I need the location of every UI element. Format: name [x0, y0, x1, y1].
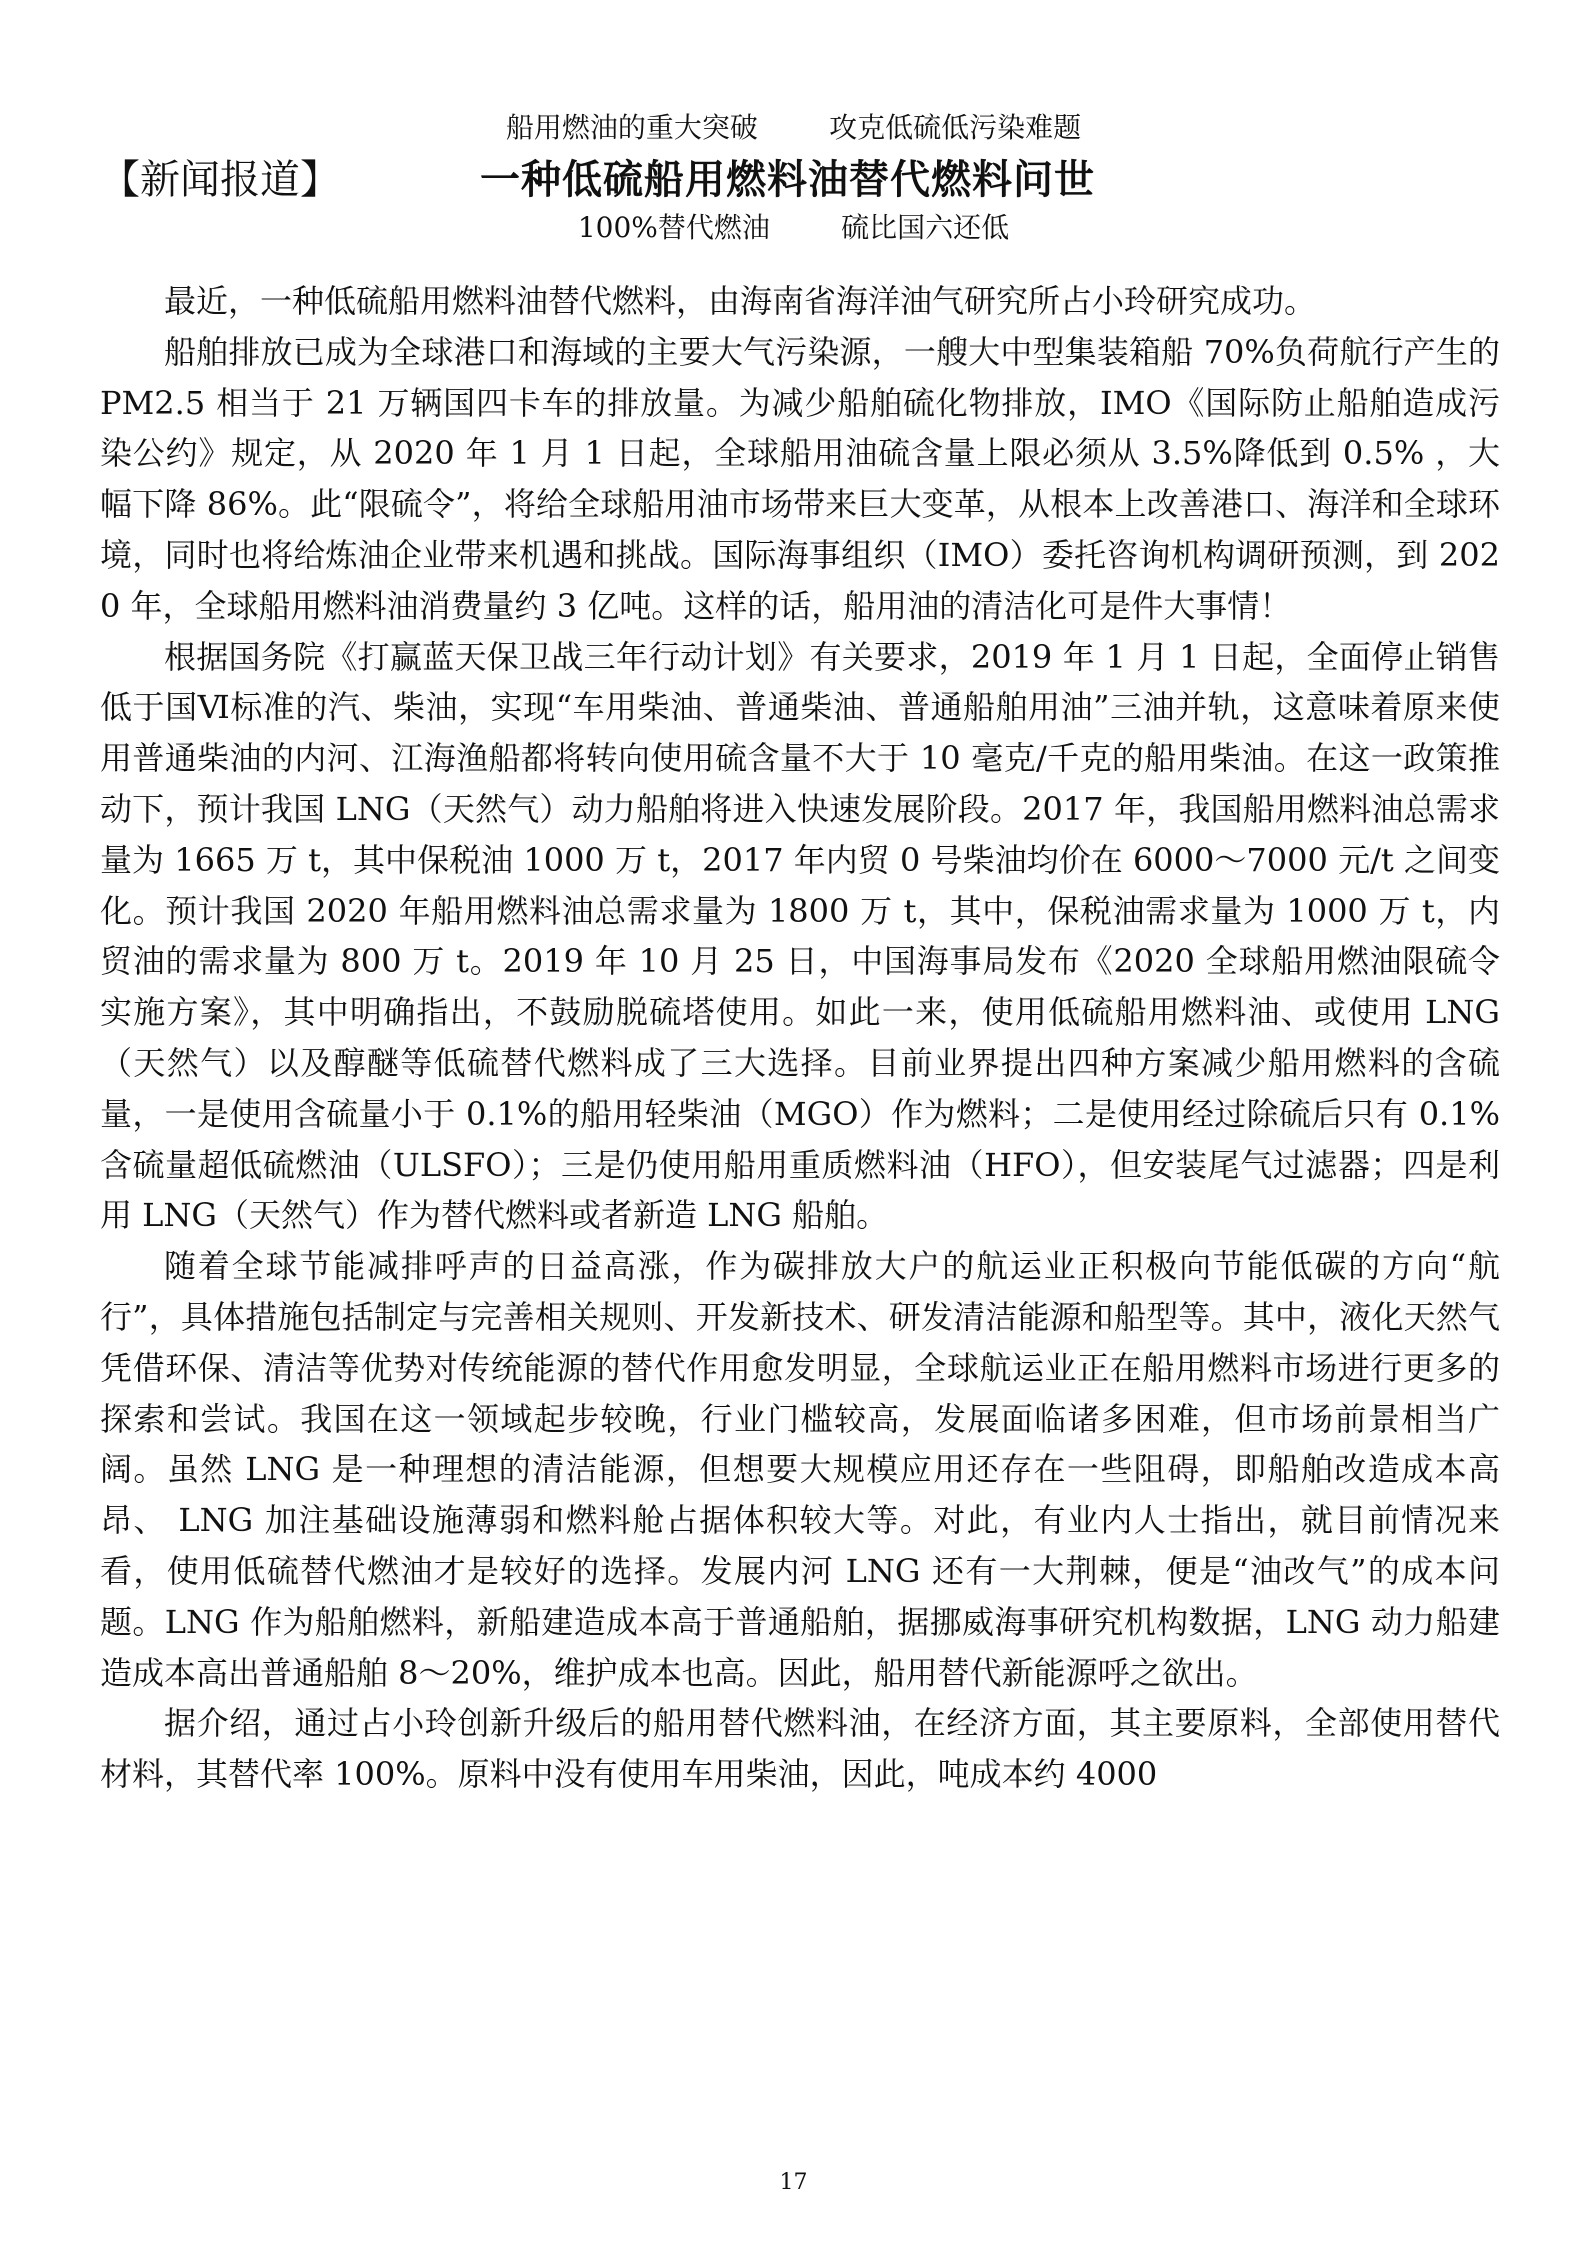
paragraph: 据介绍，通过占小玲创新升级后的船用替代燃料油，在经济方面，其主要原料，全部使用替代材料，其替代率 100%。原料中没有使用车用柴油，因此，吨成本约 4000	[100, 1704, 1500, 1794]
kicker-line: 船用燃油的重大突破 攻克低硫低污染难题	[505, 111, 1082, 144]
paragraph: 最近，一种低硫船用燃料油替代燃料，由海南省海洋油气研究所占小玲研究成功。	[164, 282, 1317, 320]
headline: 一种低硫船用燃料油替代燃料问世	[480, 157, 1095, 203]
article-body	[100, 276, 1500, 1800]
news-tag: 【新闻报道】	[100, 157, 340, 203]
page-number: 17	[779, 2170, 808, 2195]
paragraph: 随着全球节能减排呼声的日益高涨，作为碳排放大户的航运业正积极向节能低碳的方向“航行”，具体措施包括制定与完善相关规则、开发新技术、研发清洁能源和船型等。其中，液化天然气凭借环保、清洁等优势对传统能源的替代作用愈发明显，全球航运业正在船用燃料市场进行更多的探索和尝试。我国在这一领域起步较晚，行业门槛较高，发展面临诸多困难，但市场前景相当广阔。虽然 LNG 是一种理想的清洁能源，但想要大规模应用还存在一些阻碍，即船舶改造成本高昂、 LNG 加注基础设施薄弱和燃料舱占据体积较大等。对此，有业内人士指出，就目前情况来看，使用低硫替代燃油才是较好的选择。发展内河 LNG 还有一大荆棘，便是“油改气”的成本问题。LNG 作为船舶燃料，新船建造成本高于普通船舶，据挪威海事研究机构数据，LNG 动力船建造成本高出普通船舶 8～20%，维护成本也高。因此，船用替代新能源呼之欲出。	[100, 1247, 1500, 1692]
paragraph: 船舶排放已成为全球港口和海域的主要大气污染源，一艘大中型集装箱船 70%负荷航行产生的 PM2.5 相当于 21 万辆国四卡车的排放量。为减少船舶硫化物排放，IMO《国际防止船舶造成污染公约》规定，从 2020 年 1 月 1 日起，全球船用油硫含量上限必须从 3.5%降低到 0.5% ，大幅下降 86%。此“限硫令”，将给全球船用油市场带来巨大变革，从根本上改善港口、海洋和全球环境，同时也将给炼油企业带来机遇和挑战。国际海事组织（IMO）委托咨询机构调研预测，到 2020 年，全球船用燃料油消费量约 3 亿吨。这样的话，船用油的清洁化可是件大事情！	[100, 332, 1500, 625]
title-row	[0, 150, 1587, 210]
subheadline: 100%替代燃油 硫比国六还低	[577, 211, 1010, 244]
paragraph: 根据国务院《打赢蓝天保卫战三年行动计划》有关要求，2019 年 1 月 1 日起，全面停止销售低于国Ⅵ标准的汽、柴油，实现“车用柴油、普通柴油、普通船舶用油”三油并轨，这意味着原来使用普通柴油的内河、江海渔船都将转向使用硫含量不大于 10 毫克/千克的船用柴油。在这一政策推动下，预计我国 LNG（天然气）动力船舶将进入快速发展阶段。2017 年，我国船用燃料油总需求量为 1665 万 t，其中保税油 1000 万 t，2017 年内贸 0 号柴油均价在 6000～7000 元/t 之间变化。预计我国 2020 年船用燃料油总需求量为 1800 万 t，其中，保税油需求量为 1000 万 t，内贸油的需求量为 800 万 t。2019 年 10 月 25 日，中国海事局发布《2020 全球船用燃油限硫令实施方案》，其中明确指出，不鼓励脱硫塔使用。如此一来，使用低硫船用燃料油、或使用 LNG（天然气）以及醇醚等低硫替代燃料成了三大选择。目前业界提出四种方案减少船用燃料的含硫量，一是使用含硫量小于 0.1%的船用轻柴油（MGO）作为燃料；二是使用经过除硫后只有 0.1%含硫量超低硫燃油（ULSFO）；三是仍使用船用重质燃料油（HFO），但安装尾气过滤器；四是利用 LNG（天然气）作为替代燃料或者新造 LNG 船舶。	[100, 637, 1500, 1235]
